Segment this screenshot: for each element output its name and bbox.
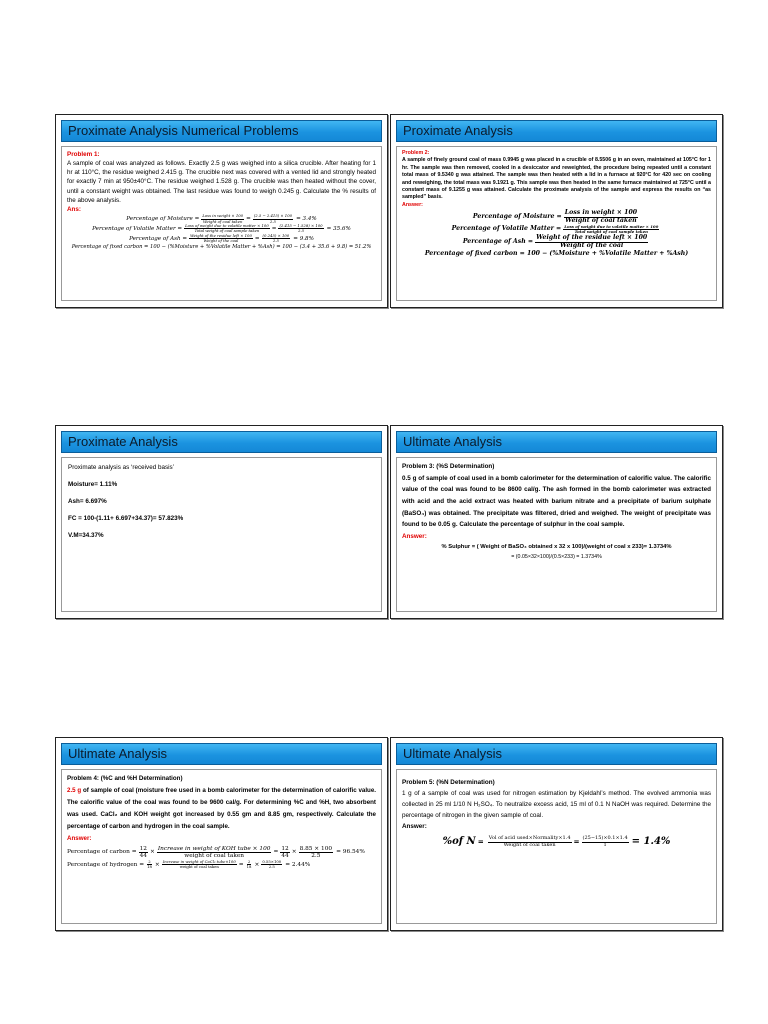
slide-4	[390, 425, 723, 619]
problem-label: Problem 2:	[402, 150, 430, 156]
problem-text: 0.5 g of sample of coal used in a bomb calorimeter for the determination of calorific value. The calorific value of the coal was found to be 8600 cal/g. The ash formed in the bomb calorimeter was extracted with acid and the acid extract was heated with barium nitrate and a precipitate of barium sulphate (BaSO₄) was obtained. The precipitate was filtered, dried and weighed. The weight of precipitate was found to be 0.05 g. Calculate the percentage of sulphur in the coal sample.	[402, 474, 711, 529]
answer-label: Ans:	[67, 205, 81, 213]
slide-2	[390, 114, 723, 308]
slide-content	[396, 457, 717, 612]
answer-label: Answer:	[402, 201, 423, 208]
nitrogen-equation: %of N = $\frac{\text{Vol of acid used×Normality×1.4}}{\text{Weight of coal taken}}$ = $\frac{(25-15)\times 0.1\times 1.4}{1}$ = 1.4%	[442, 835, 671, 848]
problem-text: A sample of finely ground coal of mass 0.9945 g was placed in a crucible of 8.5506 g in an oven, maintained at 105°C for 1 hr. The sample was then removed, cooled in a desiccator and reweighted, the procedure being repeated until a constant total mass of 9.5340 g was attained. The sample was then heated with a lid in a furnace at 920°C for 420 sec on cooling and reweighing, the total mass was 9.1921 g. This sample was then heated in the same furnace maintained at 725°C until a constant mass of 9.1255 g was attained. Calculate the proximate analysis of the sample and express the results on “as sampled” basis.	[402, 157, 711, 201]
volatile-matter-value: V.M=34.37%	[68, 531, 104, 539]
moisture-value: Moisture= 1.11%	[68, 480, 118, 488]
ash-equation: Percentage of Ash = $\frac{\text{Weight of the residue left × 100}}{\text{Weight of the coal}}$	[462, 233, 648, 249]
ash-equation: Percentage of Ash = $\frac{\text{Weight of the residue left × 100}}{\text{Weight of the coal}}$ = $\frac{(0.245) \times 100}{2.5}$ = 9.8%	[129, 233, 314, 244]
fixed-carbon-equation: Percentage of fixed carbon = 100 − (%Moisture + %Volatile Matter + %Ash) = 100 − (3.4 + 35.6 + 9.8) = 51.2%	[71, 243, 372, 250]
problem-text: A sample of coal was analyzed as follows. Exactly 2.5 g was weighed into a silica crucible. After heating for 1 hr at 110°C, the residue weighed 2.415 g. The crucible next was covered with a vented lid and strongly heated for exactly 7 min at 950±40°C. The residue weighed 1.528 g. The crucible was then heated without the cover, until a constant weight was obtained. The last residue was found to weigh 0.245 g. Calculate the % results of the above analysis.	[67, 160, 376, 204]
slide-title: Ultimate Analysis	[396, 431, 717, 453]
slide-6	[390, 737, 723, 931]
ash-value: Ash= 6.697%	[68, 497, 107, 505]
hydrogen-equation: Percentage of hydrogen = $\frac{2}{18}$ × $\frac{\text{Increase in weight of CaCl₂ tube×100}}{\text{weight of coal taken}}$ = $\frac{2}{18}$ × $\frac{0.55\times 100}{2.5}$ = 2.44%	[67, 859, 311, 870]
moisture-equation: Percentage of Moisture = $\frac{\text{Loss in weight × 100}}{\text{Weight of coal taken}}$ = $\frac{(2.5 - 2.415) \times 100}{2.5}$ = 3.4%	[126, 213, 317, 224]
slide-1	[55, 114, 388, 308]
slide-title: Proximate Analysis Numerical Problems	[61, 120, 382, 142]
slide-content	[61, 146, 382, 301]
sample-mass: 2.5 g	[67, 787, 82, 795]
slide-content	[396, 146, 717, 301]
answer-label: Answer:	[402, 823, 427, 831]
problem-label: Problem 5: (%N Determination)	[402, 779, 495, 786]
slide-title: Proximate Analysis	[396, 120, 717, 142]
slide-title: Proximate Analysis	[61, 431, 382, 453]
basis-text: Proximate analysis as ‘received basis’	[68, 464, 175, 471]
slide-content	[61, 457, 382, 612]
answer-label: Answer:	[67, 835, 92, 843]
slide-title: Ultimate Analysis	[61, 743, 382, 765]
moisture-equation: Percentage of Moisture = $\frac{\text{Loss in weight × 100}}{\text{Weight of coal taken}}$	[472, 208, 638, 224]
sulphur-formula: % Sulphur = ( Weight of BaSO₄ obtained x 32 x 100)/(weight of coal x 233)= 1.3734%	[441, 544, 672, 551]
slide-content	[396, 769, 717, 924]
slide-content	[61, 769, 382, 924]
problem-text: 2.5 g of sample of coal (moisture free used in a bomb calorimeter for the determination of calorific value. The calorific value of the coal was found to be 9600 cal/g. For determining %C and %H, two absorbent was used. CaCl₂ and KOH weight got increased by 0.55 gm and 8.85 gm, respectively. Calculate the percentage of carbon and hydrogen in the coal sample.	[67, 787, 376, 831]
problem-label: Problem 3: (%S Determination)	[402, 463, 495, 470]
answer-label: Answer:	[402, 532, 427, 540]
problem-label: Problem 1:	[67, 151, 100, 158]
slide-5	[55, 737, 388, 931]
volatile-matter-equation: Percentage of Volatile Matter = $\frac{\text{Loss of weight due to volatile matter × 100}}{\text{Total weight of coal sample taken}}$ = $\frac{(2.415 - 1.528) \times 100}{2.5}$ = 35.6%	[92, 223, 351, 234]
fixed-carbon-equation: Percentage of fixed carbon = 100 − (%Moisture + %Volatile Matter + %Ash)	[424, 250, 689, 258]
fixed-carbon-value: FC = 100-(1.11+ 6.697+34.37)= 57.823%	[68, 514, 184, 522]
problem-label: Problem 4: (%C and %H Determination)	[67, 775, 183, 782]
slide-title: Ultimate Analysis	[396, 743, 717, 765]
volatile-matter-equation: Percentage of Volatile Matter = $\frac{\text{Loss of weight due to volatile matter × 100}}{\text{Total weight of coal sample taken}}$	[451, 223, 659, 235]
carbon-equation: Percentage of carbon = $\frac{12}{44}$ × $\frac{\text{Increase in weight of KOH tube × 100}}{\text{weight of coal taken}}$ = $\frac{12}{44}$ × $\frac{8.85 \times 100}{2.5}$ = 96.54%	[67, 846, 365, 860]
problem-text: 1 g of a sample of coal was used for nitrogen estimation by Kjeldahl’s method. The evolved ammonia was collected in 25 ml 1/10 N H₂SO₄. To neutralize excess acid, 15 ml of 0.1 N NaOH was required. Determine the percentage of nitrogen in the given sample of coal.	[402, 790, 711, 820]
sulphur-calculation: = (0.05×32×100)/(0.5×233) = 1.3734%	[511, 554, 602, 561]
slide-3	[55, 425, 388, 619]
